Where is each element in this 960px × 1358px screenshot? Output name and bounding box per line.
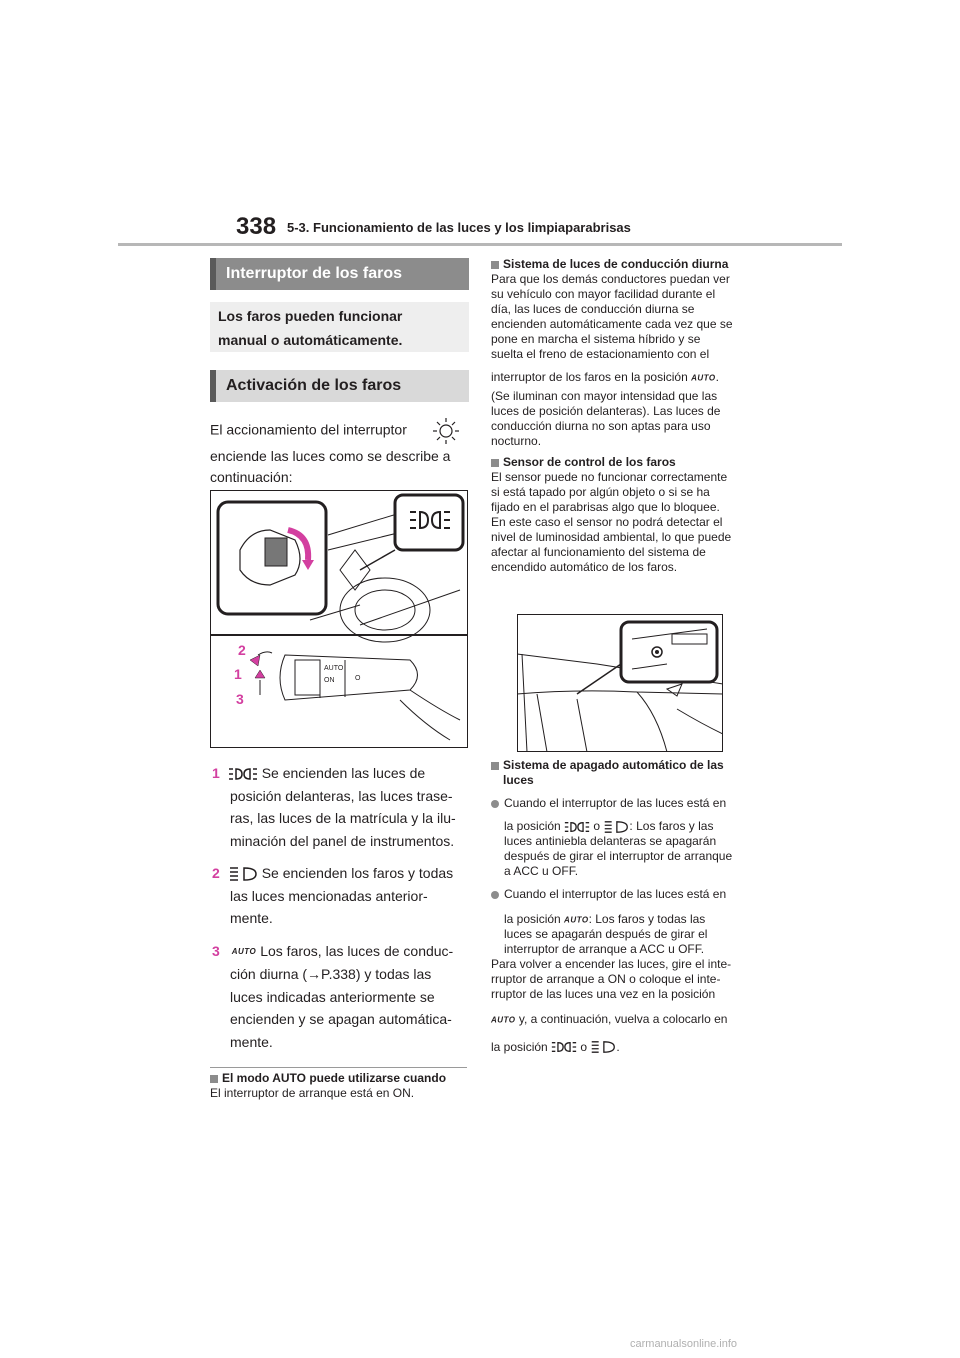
- header-rule: [118, 243, 842, 246]
- list-text: minación del panel de instrumentos.: [230, 832, 455, 849]
- position-list: [212, 762, 474, 1053]
- text-line: El sensor puede no funcionar correctamente: [491, 470, 728, 485]
- intro-paragraph: [210, 416, 472, 488]
- note-text: El interruptor de arranque está en ON.: [210, 1086, 415, 1100]
- list-text: Se encienden las luces de: [261, 765, 426, 781]
- text-line: .: [616, 1039, 620, 1054]
- square-bullet-icon: [210, 1075, 218, 1083]
- text-line: conducción diurna no son aptas para uso: [491, 419, 711, 434]
- para-line: continuación:: [210, 469, 293, 485]
- text-line: o: [580, 1039, 588, 1054]
- text-line: si está tapado por algún objeto o si se ha: [491, 485, 710, 500]
- list-text: ras, las luces de la matrícula y la ilu-: [230, 810, 456, 826]
- svg-text:AUTO: AUTO: [324, 665, 344, 672]
- text-line: y, a continuación, vuelva a colocarlo en: [518, 1012, 728, 1027]
- text-line: nocturno.: [491, 434, 542, 449]
- text-line: suelta el freno de estacionamiento con el: [491, 347, 710, 361]
- list-text: luces indicadas anteriormente se: [230, 988, 435, 1005]
- text-line: a ACC u OFF.: [504, 864, 579, 878]
- auto-icon: AUTO: [491, 1015, 516, 1025]
- headlights-icon: [603, 820, 629, 834]
- section-heading: Sistema de luces de conducción diurna: [503, 257, 729, 271]
- list-text: ción diurna (→P.338) y todas las: [230, 966, 432, 983]
- position-lights-icon: [551, 1040, 577, 1054]
- text-line: la posición: [504, 819, 561, 833]
- text-line: Para volver a encender las luces, gire el inte-: [491, 957, 732, 972]
- square-bullet-icon: [491, 261, 499, 269]
- list-text: posición delanteras, las luces trase-: [230, 787, 453, 804]
- text-line: fijado en el parabrisas algo que lo bloquee.: [491, 500, 720, 515]
- text-line: afectar al funcionamiento del sistema de: [491, 545, 706, 560]
- text-line: : Los faros y las: [629, 819, 714, 833]
- text-line: día, las luces de conducción diurna se: [491, 302, 695, 316]
- list-text: mente.: [230, 910, 273, 926]
- text-line: encendido automático de los faros.: [491, 560, 678, 575]
- text-line: la posición: [504, 912, 561, 926]
- text-line: luces antiniebla delanteras se apagarán: [504, 834, 717, 848]
- list-text: encienden y se apagan automática-: [230, 1011, 452, 1028]
- position-lights-icon: [564, 820, 590, 834]
- list-item: [212, 940, 474, 1054]
- position-lights-icon: [228, 766, 258, 782]
- square-bullet-icon: [491, 762, 499, 770]
- intro-line: Los faros pueden funcionar: [218, 308, 403, 324]
- light-switch-icon: [429, 416, 463, 446]
- square-bullet-icon: [491, 459, 499, 467]
- list-text: mente.: [230, 1033, 273, 1050]
- drl-section: Sistema de luces de conducción diurna Para que los demás conductores puedan ver su vehículo con mayor facilidad durante el día, las luces de conducción diurna se encienden automáticamente cada vez que se pone en marcha el sistema híbrido y se suelta el freno de estacionamiento con el interruptor de los faros en la posición AUTO. (Se iluminan con mayor intensidad que las luces de posición delanteras). Las luces de conducción diurna no son aptas para uso nocturno. Sensor de control de los faros El sensor puede no funcionar correctamente si está tapado por algún objeto o si se ha fijado en el parabrisas algo que lo bloquee. En este caso el sensor no podrá detectar el nivel de luminosidad ambiental, lo que puede afectar al funcionamiento del sistema de encendido automático de los faros.: [491, 257, 751, 575]
- text-line: después de girar el interruptor de arranque: [504, 849, 733, 863]
- text-line: luces se apagarán después de girar el: [504, 927, 708, 942]
- text-line: rruptor de arranque a ON o coloque el inte-: [491, 972, 721, 987]
- round-bullet-icon: [491, 891, 499, 899]
- intro-line: manual o automáticamente.: [218, 332, 403, 348]
- list-item: [212, 862, 474, 930]
- headlights-icon: [590, 1040, 616, 1054]
- text-line: Cuando el interruptor de las luces está en: [504, 887, 727, 901]
- text-line: rruptor de las luces una vez en la posición: [491, 987, 716, 1002]
- headlights-icon: [228, 866, 258, 882]
- auto-off-section: [491, 758, 751, 1055]
- text-line: su vehículo con mayor facilidad durante el: [491, 287, 716, 301]
- round-bullet-icon: [491, 800, 499, 808]
- text-line: Para que los demás conductores puedan ver: [491, 272, 730, 286]
- section-heading: Sensor de control de los faros: [503, 455, 676, 470]
- headlight-switch-figure: [210, 490, 468, 748]
- section-heading: luces: [503, 773, 534, 787]
- auto-icon: AUTO: [691, 373, 716, 383]
- text-line: o: [593, 819, 601, 833]
- section-divider: [210, 1067, 467, 1068]
- text-line: interruptor de los faros en la posición: [491, 370, 688, 384]
- text-line: interruptor de arranque a ACC u OFF.: [504, 942, 705, 957]
- auto-icon: AUTO: [231, 946, 257, 956]
- para-line: El accionamiento del interruptor: [210, 421, 407, 438]
- list-text: Los faros, las luces de conduc-: [260, 942, 454, 959]
- auto-icon: AUTO: [564, 915, 589, 925]
- figure-label: 2: [238, 642, 246, 658]
- note-heading: El modo AUTO puede utilizarse cuando: [222, 1071, 447, 1085]
- text-line: (Se iluminan con mayor intensidad que las: [491, 389, 718, 404]
- svg-text:ON: ON: [324, 677, 335, 684]
- intro-box: [210, 302, 469, 352]
- figure-label: 3: [236, 691, 244, 707]
- subsection-banner: Activación de los faros: [210, 370, 469, 402]
- para-line: enciende las luces como se describe a: [210, 448, 451, 464]
- text-line: nivel de luminosidad ambiental, lo que puede: [491, 530, 732, 545]
- text-line: la posición: [491, 1039, 548, 1054]
- watermark: carmanualsonline.info: [630, 1338, 738, 1350]
- sensor-location-figure: [517, 614, 723, 752]
- text-line: luces de posición delanteras). Las luces de: [491, 404, 721, 419]
- text-line: Cuando el interruptor de las luces está en: [504, 796, 727, 810]
- text-line: : Los faros y todas las: [588, 912, 706, 926]
- text-line: encienden automáticamente cada vez que se: [491, 317, 733, 331]
- svg-text:O: O: [355, 675, 361, 682]
- page-number: 338: [236, 213, 277, 240]
- section-heading: Sistema de apagado automático de las: [503, 758, 724, 772]
- running-head: 5-3. Funcionamiento de las luces y los limpiaparabrisas: [287, 220, 631, 235]
- text-line: En este caso el sensor no podrá detectar el: [491, 515, 723, 530]
- list-number: 3: [212, 942, 220, 959]
- section-banner: Interruptor de los faros: [210, 258, 469, 290]
- list-text: las luces mencionadas anterior-: [230, 887, 428, 904]
- list-item: [212, 762, 474, 852]
- auto-mode-note: [210, 1071, 472, 1101]
- list-text: Se encienden los faros y todas: [261, 865, 454, 881]
- list-number: 1: [212, 765, 220, 781]
- text-line: pone en marcha el sistema híbrido y se: [491, 332, 701, 346]
- figure-label: 1: [234, 666, 242, 682]
- list-number: 2: [212, 865, 220, 881]
